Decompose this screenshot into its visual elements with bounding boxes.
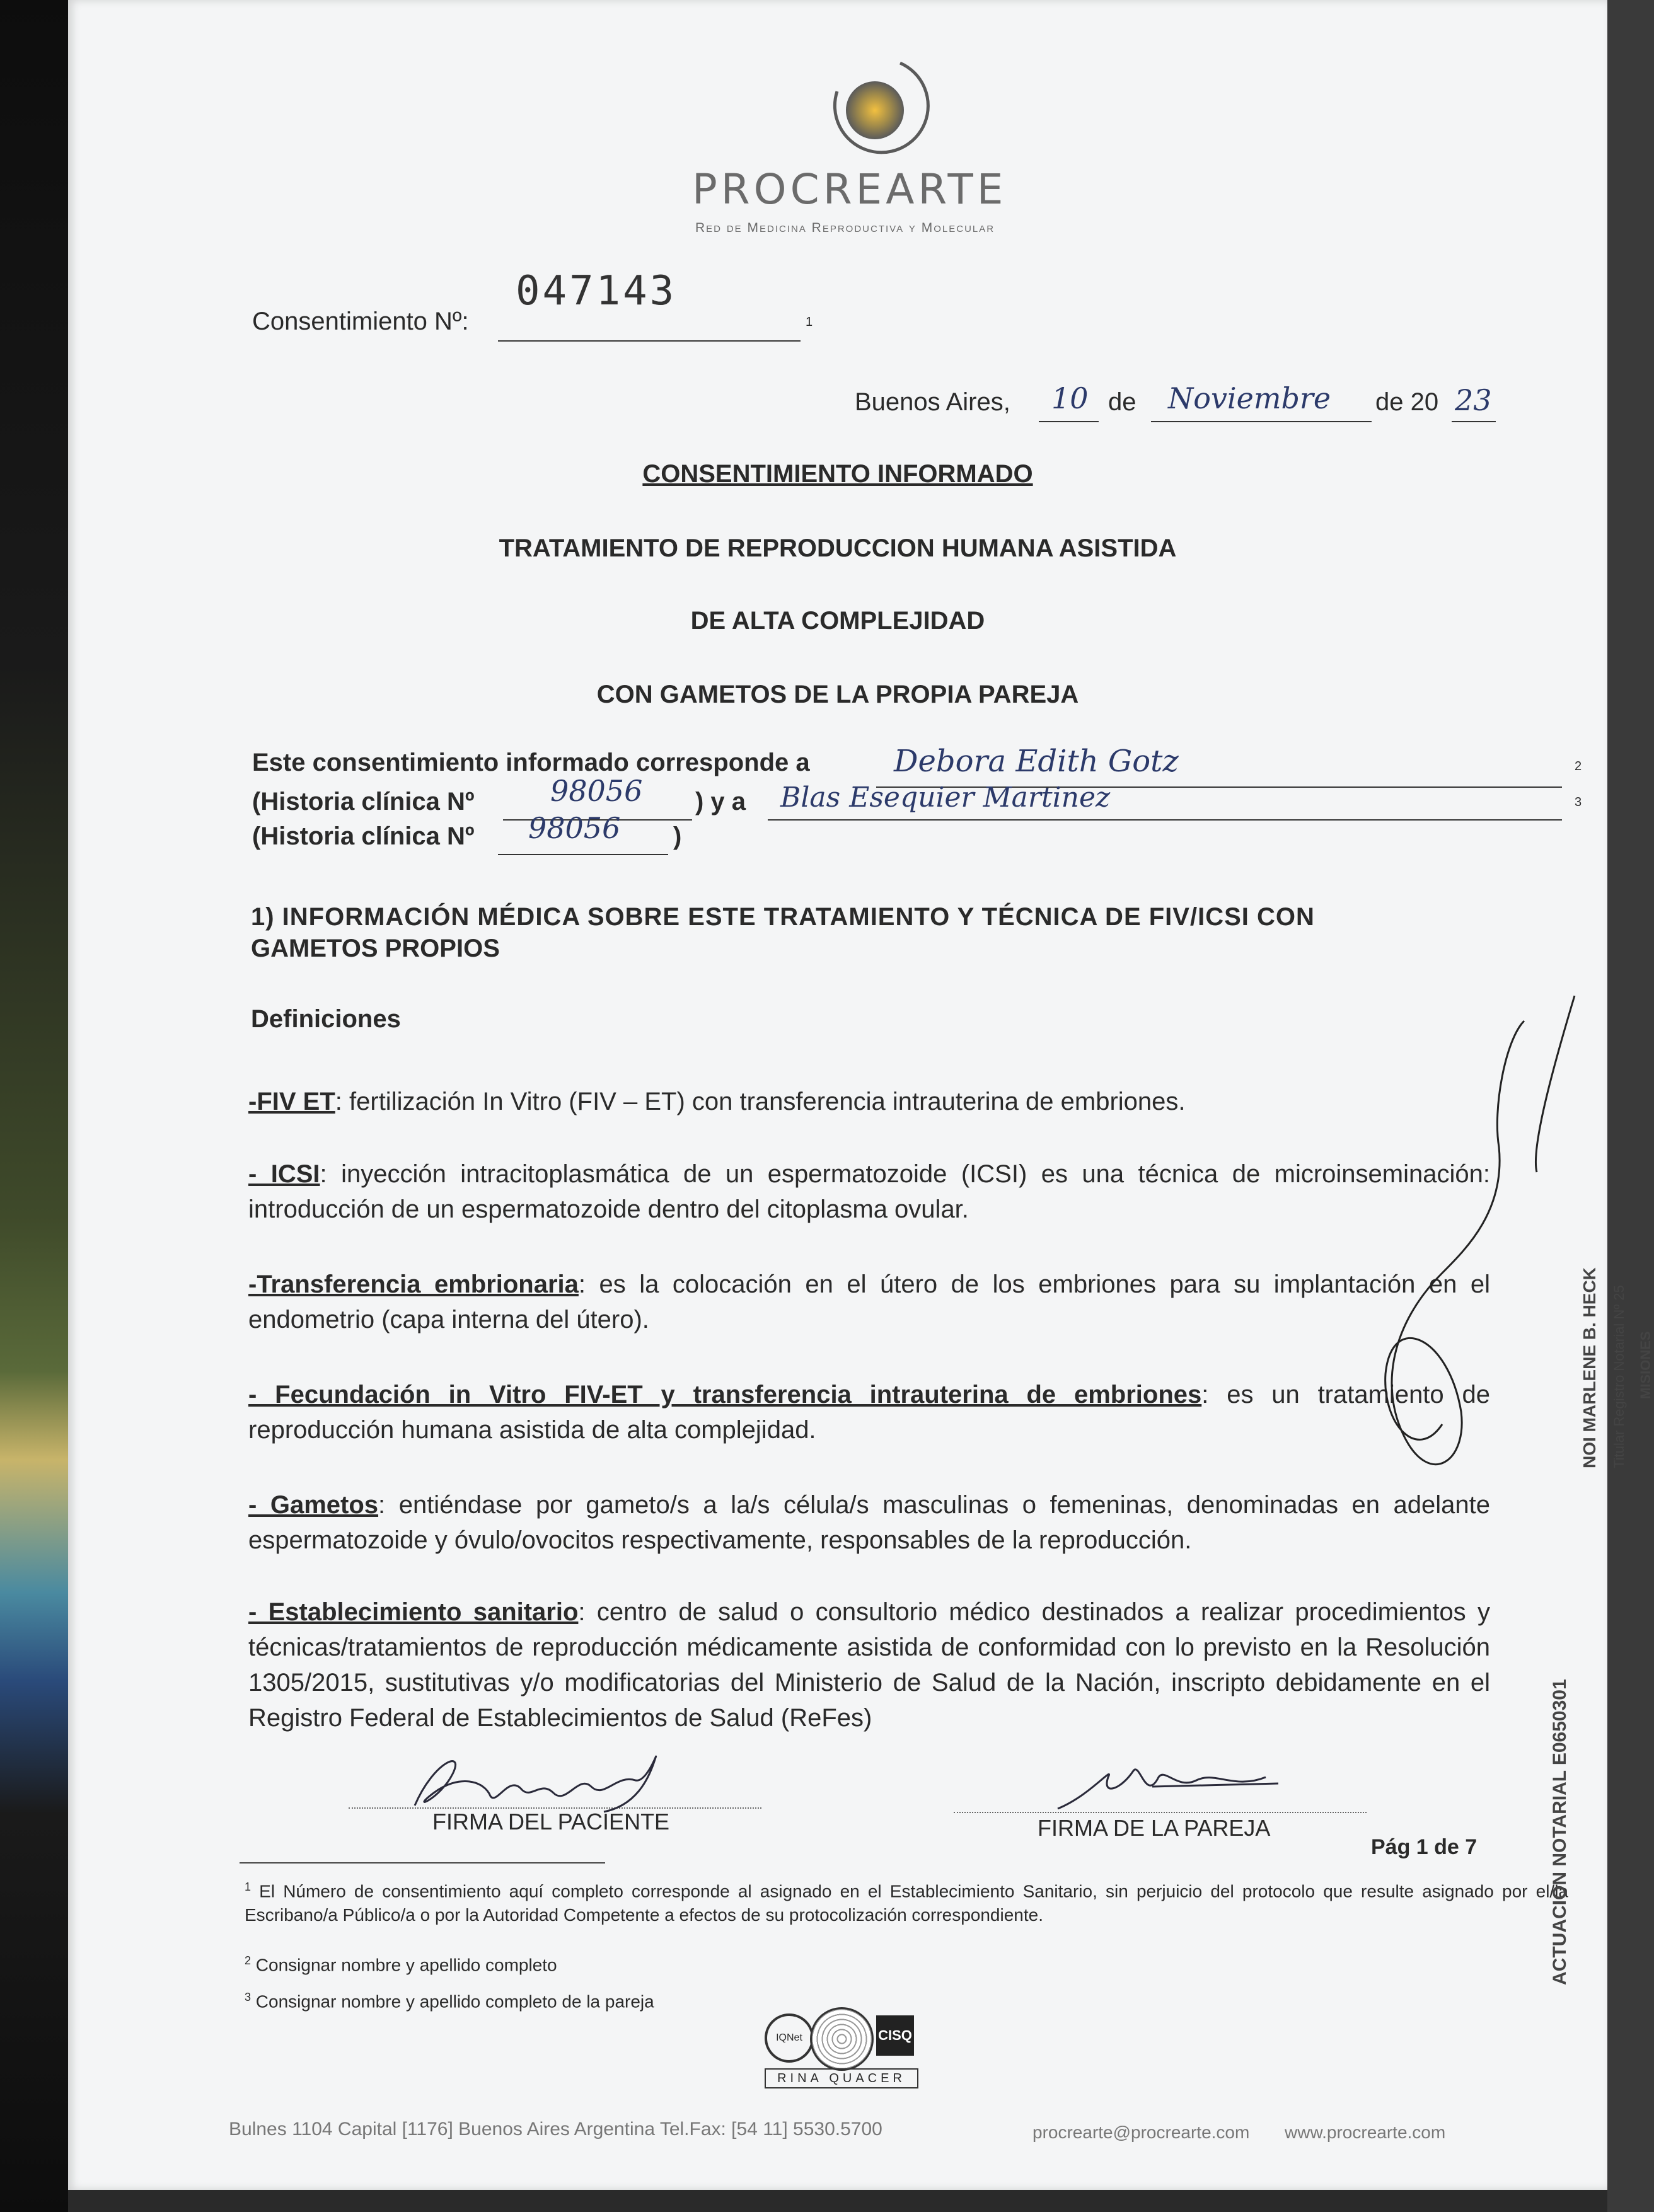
definition-icsi bbox=[248, 1156, 1490, 1227]
definition-term: -FIV ET bbox=[248, 1088, 335, 1115]
title-complexity: DE ALTA COMPLEJIDAD bbox=[690, 607, 985, 635]
brand-name: PROCREARTE bbox=[692, 165, 1007, 214]
rina-quacer-logo: RINA QUACER bbox=[765, 2068, 918, 2088]
section1-heading-line2: GAMETOS PROPIOS bbox=[251, 935, 500, 962]
date-day-line bbox=[1039, 421, 1099, 422]
definition-term: -Transferencia embrionaria bbox=[248, 1270, 579, 1298]
hc-label-1: (Historia clínica Nº bbox=[252, 788, 475, 815]
footnote-1 bbox=[245, 1875, 1568, 1927]
partner-name-line bbox=[768, 819, 1562, 821]
patients-intro: Este consentimiento informado corresponde a bbox=[252, 749, 810, 776]
address-line: Bulnes 1104 Capital [1176] Buenos Aires Argentina Tel.Fax: [54 11] 5530.5700 bbox=[229, 2119, 882, 2140]
notary-stamp-line2: NOI MARLENE B. HECK bbox=[1580, 1267, 1599, 1468]
consent-number-value: 047143 bbox=[516, 268, 677, 314]
date-month: Noviembre bbox=[1168, 381, 1331, 415]
definition-fecundacion bbox=[248, 1377, 1490, 1448]
footnote-text: El Número de consentimiento aquí completo corresponde al asignado en el Establecimiento Sanitario, sin perjuicio del protocolo que resulte asignado por el/la Escribano/a Público/a o por la Autoridad Competente a efectos de su protocolización correspondiente. bbox=[245, 1881, 1568, 1925]
email-link[interactable]: procrearte@procrearte.com bbox=[1032, 2123, 1250, 2142]
definitions-title: Definiciones bbox=[251, 1005, 401, 1033]
notary-stamp-line4: MISIONES bbox=[1638, 1331, 1653, 1399]
patient-signature-label: FIRMA DEL PACIENTE bbox=[432, 1809, 670, 1835]
definition-establecimiento bbox=[248, 1594, 1490, 1736]
definition-text: : fertilización In Vitro (FIV – ET) con transferencia intrauterina de embriones. bbox=[335, 1088, 1186, 1115]
scan-edge bbox=[0, 0, 69, 2212]
patients-and: ) y a bbox=[695, 788, 746, 815]
consent-number-line bbox=[498, 340, 801, 342]
hc-label-2: (Historia clínica Nº bbox=[252, 822, 475, 850]
cisq-logo-icon bbox=[876, 2015, 914, 2056]
iqnet-logo-icon bbox=[765, 2013, 814, 2063]
page-number: Pág 1 de 7 bbox=[1371, 1835, 1478, 1859]
footnote-2 bbox=[245, 1949, 557, 1977]
consent-number-label: Consentimiento Nº: bbox=[252, 308, 469, 335]
patient-name: Debora Edith Gotz bbox=[894, 744, 1179, 779]
scan-bottom-edge bbox=[68, 2190, 1607, 2212]
footnote-number: 2 bbox=[245, 1954, 252, 1967]
definition-text: : centro de salud o consultorio médico destinados a realizar procedimientos y técnicas/tratamientos de reproducción médicamente asistida de conformidad con lo previsto en la Resolución 1305/2015, sustitutivas y/o modificatorias del Ministerio de Salud de la Nación, inscripto debidamente en el Registro Federal de Establecimientos de Salud (ReFes) bbox=[248, 1598, 1490, 1732]
footnote-text: Consignar nombre y apellido completo de la pareja bbox=[255, 1991, 654, 2012]
footnote-ref-2: 2 bbox=[1575, 759, 1582, 773]
patients-close: ) bbox=[673, 822, 682, 850]
definition-transferencia bbox=[248, 1267, 1490, 1337]
definition-text: : es un tratamiento de reproducción humana asistida de alta complejidad. bbox=[248, 1381, 1490, 1444]
date-city: Buenos Aires, bbox=[855, 388, 1010, 416]
hc-number-1: 98056 bbox=[550, 774, 643, 808]
date-year-line bbox=[1452, 421, 1496, 422]
definition-gametos bbox=[248, 1487, 1490, 1558]
website-link[interactable]: www.procrearte.com bbox=[1285, 2123, 1446, 2142]
footnote-3 bbox=[245, 1985, 654, 2013]
brand-subtitle: Red de Medicina Reproductiva y Molecular bbox=[695, 221, 995, 235]
definition-term: - Gametos bbox=[248, 1491, 379, 1519]
section1-heading-line1: 1) INFORMACIÓN MÉDICA SOBRE ESTE TRATAMIENTO Y TÉCNICA DE FIV/ICSI CON bbox=[251, 903, 1315, 931]
title-treatment: TRATAMIENTO DE REPRODUCCION HUMANA ASISTIDA bbox=[499, 534, 1177, 562]
hc-number-2: 98056 bbox=[528, 811, 621, 845]
footnote-number: 1 bbox=[245, 1881, 252, 1893]
footnote-separator bbox=[240, 1862, 605, 1863]
footnote-text: Consignar nombre y apellido completo bbox=[255, 1955, 557, 1975]
date-year: 23 bbox=[1455, 383, 1492, 417]
title-consent: CONSENTIMIENTO INFORMADO bbox=[642, 460, 1033, 488]
footnote-number: 3 bbox=[245, 1991, 252, 2003]
partner-name: Blas Esequier Martinez bbox=[780, 781, 1111, 814]
date-day: 10 bbox=[1051, 381, 1089, 415]
definition-term: - Fecundación in Vitro FIV-ET y transferencia intrauterina de embriones bbox=[248, 1381, 1202, 1408]
footnote-ref-1: 1 bbox=[806, 315, 813, 329]
notary-stamp-line1: ACTUACION NOTARIAL E0650301 bbox=[1549, 1679, 1570, 1985]
footnote-ref-3: 3 bbox=[1575, 795, 1582, 809]
definition-text: : inyección intracitoplasmática de un espermatozoide (ICSI) es una técnica de microinseminación: introducción de un espermatozoide dentro del citoplasma ovular. bbox=[248, 1160, 1490, 1223]
hc-line-2 bbox=[498, 854, 668, 855]
partner-signature-label: FIRMA DE LA PAREJA bbox=[1038, 1815, 1271, 1841]
definition-text: : entiéndase por gameto/s a la/s célula/s masculinas o femeninas, denominadas en adelante espermatozoide y óvulo/ovocitos respectivamente, responsables de la reproducción. bbox=[248, 1491, 1490, 1554]
iqnet-text: IQNet bbox=[776, 2032, 802, 2043]
date-de-1: de bbox=[1108, 388, 1136, 416]
procrearte-logo-icon bbox=[824, 54, 938, 161]
definition-text: : es la colocación en el útero de los embriones para su implantación en el endometrio (capa interna del útero). bbox=[248, 1270, 1490, 1334]
title-gametes: CON GAMETOS DE LA PROPIA PAREJA bbox=[596, 681, 1079, 708]
date-month-line bbox=[1151, 421, 1372, 422]
notary-signature-icon bbox=[1367, 983, 1606, 1613]
globe-logo-icon bbox=[810, 2007, 874, 2071]
definition-term: - Establecimiento sanitario bbox=[248, 1598, 579, 1626]
definition-term: - ICSI bbox=[248, 1160, 320, 1188]
notary-stamp-line3: Titular Registro Notarial Nº 25 bbox=[1611, 1285, 1627, 1468]
definition-fiv-et bbox=[248, 1084, 1490, 1119]
document-page bbox=[68, 0, 1653, 2190]
cisq-text: CISQ bbox=[878, 2027, 912, 2043]
date-de-2: de 20 bbox=[1375, 388, 1439, 416]
partner-signature-icon bbox=[1051, 1752, 1354, 1821]
